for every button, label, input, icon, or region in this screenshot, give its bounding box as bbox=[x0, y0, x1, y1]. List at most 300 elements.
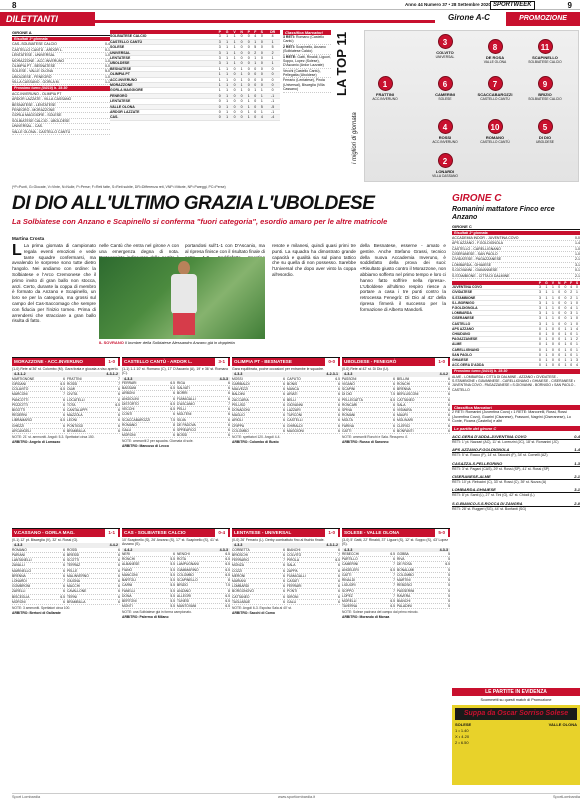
standings-cell: 1 bbox=[223, 56, 231, 61]
top11-player bbox=[425, 34, 465, 59]
scorer-goals: 3 RETI: bbox=[283, 35, 297, 39]
top11-player bbox=[425, 76, 465, 101]
gc-cell: 3 bbox=[537, 285, 543, 290]
player-name: GALLI bbox=[122, 427, 132, 432]
player-rating: 6 bbox=[393, 413, 395, 418]
scorer-names: Gatti, Rinaldi, Liguori, Soppo, Lopez (Solese), D'Ascanio (Ardor Lazzate) bbox=[283, 54, 331, 68]
standings-cell: 1 bbox=[231, 39, 238, 44]
gc-result-match: S.GIOVANNI - GIAVANNESE bbox=[452, 268, 498, 273]
player-rating: 6 bbox=[338, 408, 340, 412]
gc-result-score: 0-0 bbox=[574, 235, 580, 240]
player-name: GIAMMARINO bbox=[177, 567, 199, 572]
player-rating: 6 bbox=[283, 402, 285, 407]
match-teams: CASTELLO CANTÙ - ARDOR L. bbox=[124, 359, 193, 364]
standings-cell: 1 bbox=[231, 45, 238, 50]
next-match: ACC.INVERUNO - OLIMPIA PT bbox=[12, 92, 110, 97]
article-col-1: L La prima giornata di campionato regala eventi emozioni e vede tante squadre confermarsi, ma avvalendo le sorprese sono tutte dietro l'angolo. Nei andiamo con ordine: la Solbiatese e l'Arco Cremonese che il primo invito di gran ballo non stocca, anzi. Certo, durante la coppa di membro è formato da Anzano e Scapinello, un loro se per la categoria, ma grossi sul campo del Cas-Saccomago che sempre con fiducia per l'inizio torneo. Prima di arrendersi che stracciare a gran ballo risulta di fatto. bbox=[12, 242, 96, 324]
gc-cell: 4 bbox=[570, 306, 573, 311]
girone-c-next: ALME - LOMBARDA • CITTÀ DI DALMINE - AZZANO • CIVIDATESE - S.STAMBIONE • GIAVANNESE - CARELLIGNANO • GHIAIESE - CISERANESE • JUVENTINA COVO - PAGAZZANESE • S.GIOVANNI - BORNIGO • SAN PAOLO - CASTELLO bbox=[452, 374, 576, 392]
next-match: VALLE OLONA - CASTELLO CANTÙ bbox=[12, 130, 110, 135]
standings-cell: ARDOR LAZZATE bbox=[110, 110, 216, 115]
player-rating: 6 bbox=[283, 423, 285, 428]
match-score: 5-0 bbox=[435, 529, 448, 537]
article-col-5: della Besnatese, esserne - amato e gestire. Anche Stefano Grassi, tecnico della nuova Accademia Inveruno, è soddisfatto della prova dei suoi: «Risultato giusto contro il Morazzone, non abbiamo sofferto nel primo tempo e loro ci hanno fatto soffrire nella ripresa». L'Uboldese all'ultimo respiro riesce a portare a casa i tre punti contro la retrocessa Fenegrò: Di Dio al 42' della ripresa firmerà il successo per la formazione di Alberto Mandorli. bbox=[360, 243, 446, 312]
match-box bbox=[342, 357, 450, 522]
standings-cell: 1 bbox=[223, 110, 231, 115]
gc-cell: 0 bbox=[550, 337, 556, 342]
player-team: VILLA CASSANO bbox=[432, 174, 458, 178]
standings-cell: 0 bbox=[238, 110, 245, 115]
gc-cell: 0 bbox=[550, 358, 556, 363]
player-rating: 6 bbox=[228, 433, 230, 438]
player-rating: 6 bbox=[63, 413, 65, 418]
player-number: 6 bbox=[438, 76, 453, 91]
player-rating: 6 bbox=[283, 579, 285, 583]
gc-cell: 1 bbox=[574, 347, 580, 352]
standings-cell: 0 bbox=[245, 50, 252, 55]
match-teams: SOLESE - VALLE OLONA bbox=[344, 530, 400, 535]
standings-col: F bbox=[252, 30, 258, 34]
formation-away: 4-3-1-2 bbox=[106, 372, 118, 377]
player-name: LOCATELLI bbox=[67, 397, 85, 402]
match-score: 1-0 bbox=[105, 358, 118, 366]
gc-result-match: CASTELLO - CARELLIGNANO bbox=[452, 246, 501, 251]
player-name: SPREAFICO bbox=[177, 427, 197, 432]
standings-cell: 0 bbox=[265, 88, 280, 93]
gc-cell: 0 bbox=[570, 363, 573, 368]
top11-pitch bbox=[364, 30, 579, 182]
gc-cell: 1 bbox=[543, 358, 550, 363]
player-rating: 6 bbox=[448, 376, 450, 381]
player-rating: 5 bbox=[448, 572, 450, 577]
gc-cell: CARELLIGNANO bbox=[452, 347, 537, 352]
player-rating: 6 bbox=[228, 391, 230, 396]
standings-cell: 1 bbox=[231, 50, 238, 55]
gc-result-match: LOMBARDA - GHIAIESE bbox=[452, 262, 492, 267]
player-name: MAGGIONI bbox=[287, 428, 304, 433]
lineup-player bbox=[12, 600, 65, 605]
player-name: BERTONI bbox=[122, 598, 137, 603]
player-rating: 7.5 bbox=[170, 417, 175, 422]
player-name: MARINELLO bbox=[12, 568, 32, 573]
player-team: VALLE OLONA bbox=[483, 60, 507, 64]
player-number: 11 bbox=[538, 39, 553, 54]
player-rating: 6 bbox=[118, 558, 120, 563]
gc-cell: 1 bbox=[574, 352, 580, 357]
gc-cell: 0 bbox=[562, 300, 568, 305]
player-rating: 5 bbox=[448, 567, 450, 572]
player-name: CIVITA bbox=[67, 392, 78, 397]
player-rating: 7 bbox=[283, 558, 285, 563]
player-rating: 6 bbox=[393, 418, 395, 423]
gc-match-detail: RETI: 28' st. Ruggeri (SG), 44' st. Bonfanti (SG) bbox=[452, 506, 527, 511]
player-rating: 6 bbox=[63, 599, 65, 604]
player-name: BRESSI bbox=[67, 552, 80, 557]
player-name: DONA bbox=[122, 593, 132, 598]
scorer-names: Scapinello, Anzano (Solbiatese Calcio) bbox=[283, 44, 326, 54]
player-rating: 7 bbox=[118, 381, 120, 386]
player-name: BOSSI bbox=[177, 433, 188, 438]
girone-c-scorers-title: Classifica Marcatori bbox=[452, 405, 580, 410]
gc-match-detail: RETI: 8' pt. Santi (L), 27' st. Tini (G), 42' st. Chiodi (L) bbox=[452, 493, 535, 498]
player-name: SCAPINELLO bbox=[532, 55, 558, 60]
player-name: RONCARI bbox=[342, 402, 358, 407]
scorer-line bbox=[283, 55, 331, 69]
player-name: SPINA bbox=[342, 408, 352, 412]
gc-cell: 3 bbox=[537, 295, 543, 300]
player-name: MERONI bbox=[232, 573, 246, 578]
player-number: 4 bbox=[438, 119, 453, 134]
standings-cell: 0 bbox=[238, 50, 245, 55]
gc-result-score: 1-0 bbox=[574, 246, 580, 251]
match-desc: (0-1) 12' pt. Bisceglia (V), 32' st. Rossi (G). bbox=[12, 538, 79, 542]
player-name: FERRARI bbox=[122, 381, 137, 386]
gc-match-teams: LOMBARDA-GHIAIESE bbox=[452, 487, 496, 493]
standings-cell: 0 bbox=[258, 56, 265, 61]
player-name: TOTA bbox=[67, 402, 76, 407]
results-sub: Risultati 1ª giornata bbox=[12, 37, 110, 41]
player-name: SIRONI bbox=[287, 594, 299, 599]
gc-result-match: ACCADEMIA INDOR - JUVENTINA COVO bbox=[452, 235, 519, 240]
gc-result-score: 1-0 bbox=[574, 252, 580, 257]
formation-away: 4-3-3 bbox=[219, 376, 228, 381]
lineup-player bbox=[177, 433, 230, 438]
player-number: 2 bbox=[438, 153, 453, 168]
standings-cell: 3 bbox=[216, 50, 223, 55]
standings-cell: VALLE OLONA bbox=[110, 104, 216, 109]
match-lineups bbox=[12, 377, 120, 434]
standings-cell: 0 bbox=[238, 39, 245, 44]
result-score: 0-1 bbox=[104, 47, 110, 52]
result-match: CASTELLO CANTÙ - ARDOR L. bbox=[12, 47, 63, 52]
player-name: TERRAZ bbox=[67, 563, 81, 568]
article-col-3: portandosi sull'1-1 con D'Ascanio, ma al ripresa finisce con il risultato finale di bbox=[185, 243, 265, 254]
scorer-names: Vecchi (Castello Cantù), Pellegatta (Uboldese) bbox=[283, 68, 321, 77]
scorer-names: Romano (Castello Cantù) bbox=[283, 35, 325, 44]
player-name: OLMI bbox=[67, 387, 76, 392]
girone-c-scorers: 2 RETI: Romanini (Juventina Covo) • 1 RETE: Marcorelli, Rossi, Rossi (Juventina Covo), Guarini (Cisanese), Frassoni, Nagrini (Ciseranese), Lo Conte, Ficarra (Castello) e altri bbox=[452, 410, 571, 424]
player-rating: 6 bbox=[393, 381, 395, 386]
player-name: SOPPO bbox=[342, 588, 354, 593]
player-rating: 6.5 bbox=[390, 552, 395, 557]
player-rating: 6 bbox=[118, 563, 120, 568]
gc-cell: 0 bbox=[556, 300, 563, 305]
scorer-line bbox=[283, 35, 331, 45]
player-rating: 6 bbox=[283, 594, 285, 599]
player-name: ROSSI bbox=[438, 135, 452, 140]
player-name: ANGELERI bbox=[342, 567, 359, 572]
lineup-away bbox=[397, 552, 450, 609]
gc-match-teams: APS AZZANO-F.GOLDIGNOLA bbox=[452, 447, 510, 453]
match-desc: (3-0) 5' Gatti, 22' Rinaldi, 37' Liguori (S), 12' st. Soppo (S), 43' Lopez (S). bbox=[342, 538, 449, 547]
result-match: SOLESE - VALLE OLONA bbox=[12, 69, 53, 74]
gc-standings-row bbox=[452, 363, 580, 368]
player-name: ROMANO bbox=[485, 135, 505, 140]
player-rating: 6 bbox=[283, 418, 285, 423]
standings-cell: 1 bbox=[216, 88, 223, 93]
player-rating: 8 bbox=[228, 578, 230, 583]
player-name: TURCONI bbox=[287, 413, 303, 418]
player-name: LONARDI bbox=[12, 579, 27, 583]
player-rating: 7 bbox=[393, 578, 395, 583]
gc-cell: 1 bbox=[570, 337, 573, 342]
player-name: CARNI bbox=[122, 583, 133, 588]
player-rating: 6 bbox=[118, 568, 120, 573]
standings-cell: 5 bbox=[258, 104, 265, 109]
result-score: 1-0 bbox=[104, 58, 110, 63]
standings-cell: ACC.INVERUNO bbox=[110, 77, 216, 82]
standings-cell: SOLESE bbox=[110, 45, 216, 50]
player-name: ZARELLI bbox=[12, 589, 26, 594]
player-name: MOSSI bbox=[232, 376, 243, 381]
player-name: BELLINI bbox=[397, 376, 410, 381]
lineup-player bbox=[177, 604, 230, 609]
match-note: NOTE: 21' st. ammoniti. Angoli: 5-3. Spettatori circa 150. bbox=[12, 435, 95, 440]
player-rating: 6 bbox=[173, 412, 175, 417]
player-name: ARBONI bbox=[122, 391, 135, 396]
lineup-home bbox=[232, 548, 285, 605]
gc-match-detail: RETI: 10' pt. Rebucini (C), 33' st. Rossi (C), 39' st. Nozza (A) bbox=[452, 480, 547, 484]
player-name: MARTIGNONE bbox=[12, 376, 35, 381]
gc-cell: 0 bbox=[556, 347, 563, 352]
section-dilettanti: DILETTANTI bbox=[0, 12, 95, 26]
standings-cell: 1 bbox=[265, 61, 280, 66]
player-name: LAZZARI bbox=[287, 408, 301, 412]
player-rating: 6 bbox=[283, 547, 285, 552]
player-team: ACC.INVERUNO bbox=[432, 140, 458, 144]
player-rating: 6 bbox=[283, 568, 285, 573]
player-name: BALDINI bbox=[232, 392, 245, 397]
gc-cell: 1 bbox=[543, 311, 550, 316]
player-rating: 7 bbox=[118, 376, 120, 381]
player-rating: 6 bbox=[283, 589, 285, 594]
player-name: PONTI bbox=[287, 589, 298, 594]
match-header bbox=[12, 529, 120, 537]
scorer-names: Ferrario (Lentatese), Pirola (Universal), Bisceglia (Villa Cassano) bbox=[283, 78, 325, 92]
lineup-player bbox=[122, 433, 175, 438]
player-rating: 6 bbox=[448, 387, 450, 392]
player-rating: 5.5 bbox=[170, 572, 175, 577]
standings-cell: 0 bbox=[245, 88, 252, 93]
player-team: ACC.INVERUNO bbox=[372, 97, 398, 101]
gc-cell: APS AZZANO bbox=[452, 326, 537, 331]
player-team: CASTELLO CANTÙ bbox=[480, 140, 510, 144]
player-rating: 6 bbox=[63, 573, 65, 578]
featured-ad[interactable] bbox=[452, 705, 580, 785]
gc-cell: 1 bbox=[562, 332, 568, 337]
standings-cell: 1 bbox=[258, 99, 265, 104]
player-name: COLAVITO bbox=[12, 387, 29, 392]
standings-cell: 2 bbox=[265, 50, 280, 55]
gc-cell: 2 bbox=[570, 295, 573, 300]
standings-cell: UNIVERSAL bbox=[110, 50, 216, 55]
match-desc: 10' Scapinello (S), 26' Anzano (S), 17' st. Scapinello (S), 41' st. Anzano (S). bbox=[122, 538, 220, 547]
standings-cell: 0 bbox=[252, 99, 258, 104]
match-header bbox=[122, 529, 230, 537]
player-rating: 5.5 bbox=[170, 604, 175, 609]
player-name: CAPUTO bbox=[287, 376, 301, 381]
player-name: COLVITO bbox=[287, 552, 302, 557]
player-rating: 6.5 bbox=[60, 594, 65, 599]
match-score: 1-0 bbox=[325, 529, 338, 537]
gc-cell: 1 bbox=[550, 295, 556, 300]
gc-cell: 0 bbox=[562, 290, 568, 295]
player-name: FERRARI bbox=[287, 584, 302, 589]
gc-cell: 0 bbox=[550, 332, 556, 337]
girone-c-matches-title: Le partite del girone C bbox=[452, 426, 580, 431]
player-name: LANTANELLI bbox=[12, 558, 32, 563]
results-next-sub: Prossimo turno (04/10) h. 15:30 bbox=[12, 86, 110, 90]
player-rating: 6.5 bbox=[60, 381, 65, 386]
gc-cell: PAGAZZANESE bbox=[452, 337, 537, 342]
gc-cell: 1 bbox=[543, 285, 550, 290]
player-name: PARTILLO bbox=[342, 557, 358, 562]
gc-cell: 0 bbox=[550, 363, 556, 368]
page-header bbox=[0, 0, 580, 10]
match-lineups bbox=[342, 552, 450, 609]
standings-cell: 3 bbox=[216, 39, 223, 44]
player-name: PELLEGATTA bbox=[342, 397, 363, 402]
formation-away: 4-4-2 bbox=[439, 372, 448, 377]
standings-cell: 3 bbox=[216, 34, 223, 39]
standings-cell: 1 bbox=[252, 61, 258, 66]
player-name: SCOTTI bbox=[67, 558, 80, 563]
player-rating: 7 bbox=[393, 593, 395, 598]
lineup-away bbox=[177, 381, 230, 438]
gc-cell: 0 bbox=[537, 358, 543, 363]
gc-match-teams: CISERANESE-ALME bbox=[452, 474, 491, 479]
gc-match-score: 2-1 bbox=[574, 474, 580, 479]
gc-cell: 0 bbox=[556, 352, 563, 357]
player-name: MAGLIO bbox=[232, 413, 245, 418]
standings-cell: 1 bbox=[223, 34, 231, 39]
player-name: CATTANEO bbox=[397, 397, 415, 402]
player-rating: 6 bbox=[63, 423, 65, 428]
girone-c-heading: GIRONE C bbox=[452, 224, 580, 230]
player-name: NENCHI bbox=[177, 552, 190, 557]
match-teams: LENTATESE - UNIVERSAL bbox=[234, 530, 292, 535]
standings-table bbox=[110, 30, 280, 121]
standings-cell: 0 bbox=[245, 83, 252, 88]
standings-cell: LENTATESE bbox=[110, 99, 216, 104]
gc-cell: 1 bbox=[570, 321, 573, 326]
formation-away: 4-3-1-2 bbox=[326, 543, 338, 548]
match-note: NOTE: Angoli 6-3. Espulso Sala al 40' st. bbox=[232, 606, 292, 611]
result-match: CAS.-SOLBIATESE CALCIO bbox=[12, 42, 57, 47]
standings-cell: 0 bbox=[245, 72, 252, 77]
girone-c-results-sub: Risultati 1ª giornata bbox=[452, 231, 580, 235]
player-team: UNIVERSAL bbox=[435, 55, 455, 59]
gc-cell: 1 bbox=[550, 306, 556, 311]
player-rating: 6.5 bbox=[60, 387, 65, 392]
scorer-goals: 2 RETI: bbox=[283, 44, 297, 49]
player-rating: 6 bbox=[448, 408, 450, 412]
match-lineups bbox=[122, 381, 230, 438]
gc-cell: 3 bbox=[537, 311, 543, 316]
featured-matches bbox=[452, 688, 580, 788]
result-match: UBOLDESE - FENEGRÒ bbox=[12, 74, 52, 79]
player-name: CAMERINI bbox=[342, 562, 359, 567]
gc-cell: 3 bbox=[570, 311, 573, 316]
player-name: MANCA bbox=[287, 387, 299, 392]
player-name: PASSONI bbox=[342, 376, 357, 381]
player-rating: 5 bbox=[448, 578, 450, 583]
top11-title: LA TOP 11 bbox=[334, 31, 349, 96]
next-match: BESNATESE - LENTATESE bbox=[12, 103, 110, 108]
standings-cell: 4 bbox=[265, 34, 280, 39]
player-rating: 6 bbox=[338, 589, 340, 594]
player-name: MALINVERNO bbox=[67, 573, 89, 578]
result-match: MORAZZONE - ACC.INVERUNO bbox=[12, 58, 65, 63]
gc-cell: 0 bbox=[570, 347, 573, 352]
match-lineups bbox=[12, 548, 120, 605]
gc-match-detail: RETI: 3' st. Pagani (CAS), 29' st. Rossi (SP), 41' st. Rossi (SP) bbox=[452, 466, 550, 471]
standings-cell: 5 bbox=[265, 45, 280, 50]
player-rating: 5 bbox=[448, 583, 450, 588]
player-rating: 6 bbox=[338, 428, 340, 433]
standings-cell: 1 bbox=[265, 56, 280, 61]
player-name: BISCEGLIA bbox=[12, 594, 30, 599]
gc-match-score: 3-1 bbox=[574, 487, 580, 493]
player-name: MALVEZZI bbox=[232, 387, 248, 392]
gc-cell: 1 bbox=[543, 306, 550, 311]
player-rating: 6 bbox=[338, 381, 340, 386]
standings-cell: 0 bbox=[252, 83, 258, 88]
standings-row bbox=[110, 115, 280, 120]
player-rating: 6 bbox=[228, 381, 230, 386]
lineup-home bbox=[12, 377, 65, 434]
player-name: CONTI bbox=[122, 412, 133, 417]
player-rating: 6 bbox=[63, 408, 65, 412]
player-rating: 7 bbox=[393, 562, 395, 567]
player-rating: 6 bbox=[338, 568, 340, 573]
player-rating: 6.5 bbox=[225, 604, 230, 609]
result-score: 0-0 bbox=[104, 63, 110, 68]
standings-cell: 4 bbox=[258, 115, 265, 120]
player-name: BORGONOVO bbox=[232, 589, 254, 594]
player-name: ANZANO bbox=[177, 588, 191, 593]
standings-cell: 0 bbox=[231, 88, 238, 93]
player-name: DE ROSA bbox=[397, 562, 412, 567]
standings-cell: 5 bbox=[252, 45, 258, 50]
match-referee: ARBITRO: Colombo di Busto bbox=[232, 440, 279, 445]
gc-result-match: CIVIDATESE - PAGAZZANESE bbox=[452, 257, 502, 262]
standings-cell: 0 bbox=[231, 77, 238, 82]
standings-cell: 0 bbox=[245, 61, 252, 66]
gc-cell: 1 bbox=[574, 290, 580, 295]
match-box bbox=[232, 357, 340, 522]
standings-cell: OLIMPIA PT bbox=[110, 72, 216, 77]
standings-cell: 0 bbox=[245, 45, 252, 50]
player-rating: 6 bbox=[338, 599, 340, 604]
section-promozione: PROMOZIONE bbox=[506, 12, 580, 26]
standings-cell: 0 bbox=[252, 77, 258, 82]
odd-2: 2 • 6.50 bbox=[455, 740, 469, 746]
gc-cell: CISERANESE bbox=[452, 316, 537, 321]
player-rating: 6 bbox=[448, 381, 450, 386]
lineup-player bbox=[67, 600, 120, 605]
player-name: BRIOSCHI bbox=[232, 552, 248, 557]
standings-cell: 0 bbox=[231, 83, 238, 88]
match-note: NOTE: una Solbiatese già in forma campionato. bbox=[122, 610, 192, 615]
match-box bbox=[232, 528, 340, 693]
gc-match-teams: ACC.GERA D'ADDA-JUVENTINA COVO bbox=[452, 433, 527, 439]
lineup-player bbox=[232, 429, 285, 434]
featured-sub: Scommetti su questi match di Promozione bbox=[480, 698, 552, 702]
lineup-away bbox=[287, 377, 340, 434]
standings-cell: 1 bbox=[231, 56, 238, 61]
standings-col: N bbox=[238, 30, 245, 34]
